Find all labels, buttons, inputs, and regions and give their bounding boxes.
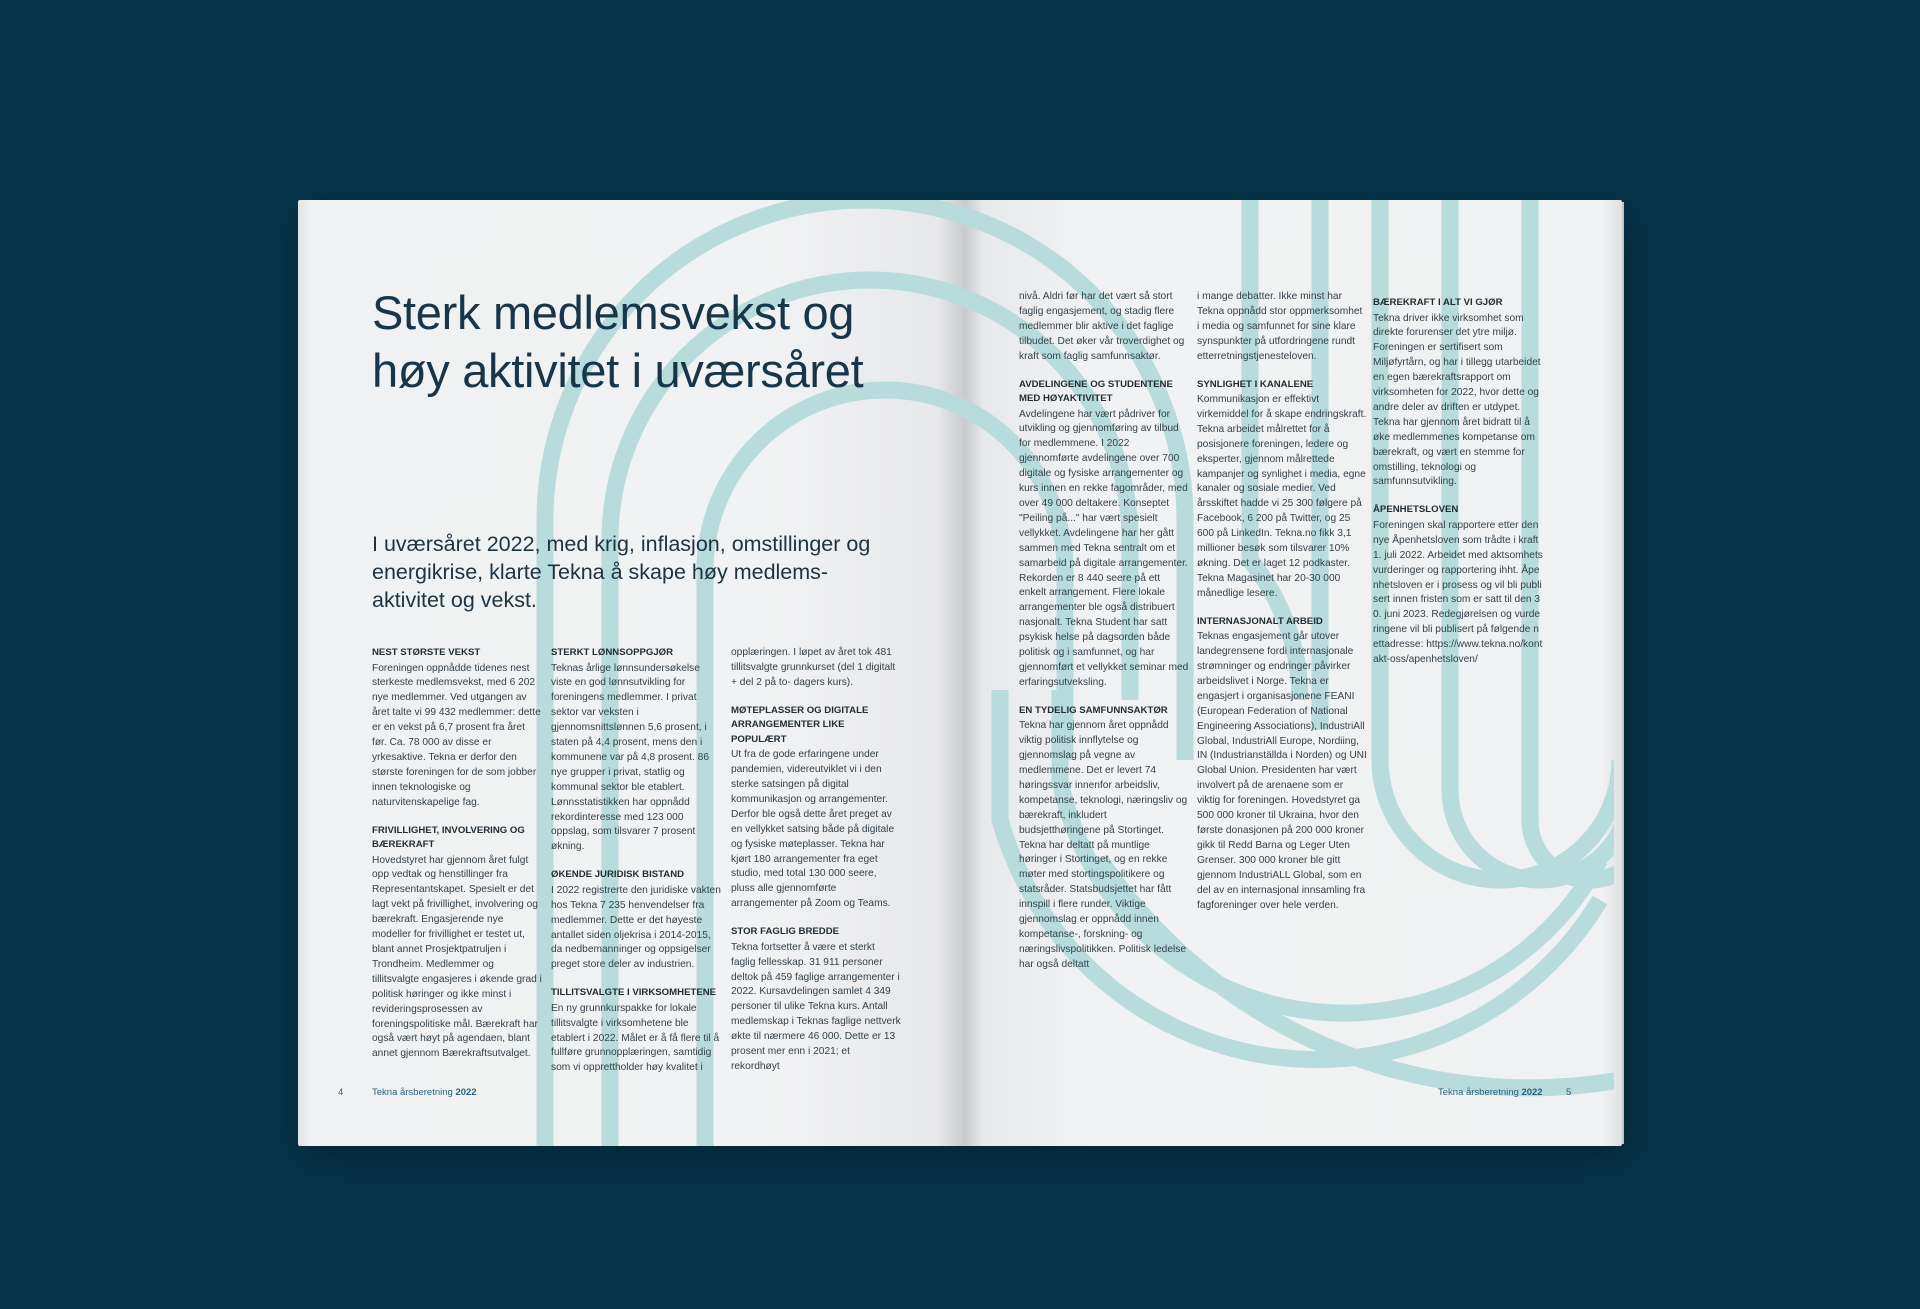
section-body: Teknas engasjement går utover landegrensene fordi internasjonale strømninger og endringer påvirker arbeidslivet i Norge. Tekna er engasjert i organisasjonene FEANI (European Federation of National Engineering Associations), IndustriAll Global, IndustriAll Europe, Nordiing, IN (Industrianställda i Norden) og UNI Global Union. Presidenten har vært involvert på de arenaene som er viktig for foreningen. Hovedstyret ga 500 000 kroner til Ukraina, hvor den første donasjonen på 200 000 kroner gikk til Redd Barna og Leger Uten Grenser. 300 000 kroner ble gitt gjennom IndustriALL Global, som en del av en internasjonal innsamling fra fagforeninger over hele verden. xyxy=(1197,631,1367,911)
section-heading: INTERNASJONALT ARBEID xyxy=(1197,615,1323,627)
section-heading: SYNLIGHET I KANALENE xyxy=(1197,378,1314,390)
lead-paragraph: I uværsåret 2022, med krig, inflasjon, omstillinger og energikrise, klarte Tekna å skape høy medlems-aktivitet og vekst. xyxy=(372,532,871,612)
page-number: 4 xyxy=(338,1087,344,1098)
section-body: opplæringen. I løpet av året tok 481 tillitsvalgte grunnkurset (del 1 digitalt + del 2 på to- dagers kurs). xyxy=(731,647,896,688)
section-body: i mange debatter. Ikke minst har Tekna oppnådd stor oppmerksomhet i media og samfunnet for sine klare synspunkter på utfordringene rundt etterretningstjenesteloven. xyxy=(1197,291,1363,362)
section-heading: STERKT LØNNSOPPGJØR xyxy=(551,647,674,658)
left-folio xyxy=(338,1087,343,1098)
section-heading: ÅPENHETSLOVEN xyxy=(1373,504,1459,516)
section-heading: EN TYDELIG SAMFUNNSAKTØR xyxy=(1019,704,1168,716)
page-headline: Sterk medlemsvekst og høy aktivitet i uværsåret xyxy=(372,286,864,397)
footer-year: 2022 xyxy=(1521,1087,1543,1098)
section-heading: AVDELINGENE OG STUDENTENE MED HØYAKTIVITET xyxy=(1019,378,1173,405)
left-column-2 xyxy=(551,646,721,1089)
section-body: Kommunikasjon er effektivt virkemiddel for å skape endringskraft. Tekna arbeidet målrettet for å posisjonere foreningen, ledere og eksperter, gjennom målrettede kampanjer og synlighet i media, egne kanaler og sosiale medier. Ved årsskiftet hadde vi 25 300 følgere på Facebook, 6 200 på Twitter, og 25 600 på LinkedIn. Tekna.no fikk 3,1 millioner besøk som tilsvarer 10% økning. Det er laget 12 podkaster. Tekna Magasinet har 20-30 000 månedlige lesere. xyxy=(1197,394,1367,599)
section-body: I 2022 registrerte den juridiske vakten hos Tekna 7 235 henvendelser fra medlemmer. Dette er det høyeste antallet siden oljekrisa i 2014-2015, da nedbemanninger og oppsigelser preget store deler av industrien. xyxy=(551,884,721,971)
section-heading: FRIVILLIGHET, INVOLVERING OG BÆREKRAFT xyxy=(372,824,525,851)
section-body: Tekna fortsetter å være et sterkt faglig fellesskap. 31 911 personer deltok på 459 faglige arrangementer i 2022. Kursavdelingen samlet 4 349 personer til ulike Tekna kurs. Antall medlemskap i Teknas faglige nettverk økte til nærmere 46 000. Dette er 13 prosent mer enn i 2021; et rekordhøyt xyxy=(731,941,901,1072)
footer-title: Tekna årsberetning xyxy=(1438,1087,1519,1098)
section-heading: BÆREKRAFT I ALT VI GJØR xyxy=(1373,297,1503,308)
footer-year: 2022 xyxy=(455,1087,477,1098)
section-heading: NEST STØRSTE VEKST xyxy=(372,647,481,658)
section-heading: MØTEPLASSER OG DIGITALE ARRANGEMENTER LIKE POPULÆRT xyxy=(731,704,869,745)
left-column-1 xyxy=(372,646,542,1075)
left-column-3 xyxy=(731,646,901,1088)
section-body: Teknas årlige lønnsundersøkelse viste en god lønnsutvikling for foreningens medlemmer. I privat sektor var veksten i gjennomsnittslønnen 5,6 prosent, i staten på 4,4 prosent, mens den i kommunene var på 4,8 prosent. 86 nye grupper i privat, statlig og kommunal sektor ble etablert. Lønnsstatistikken har oppnådd rekordinteresse med 123 000 oppslag, som tilsvarer 7 prosent økning. xyxy=(551,662,710,853)
section-body: Foreningen skal rapportere etter den nye Åpenhetsloven som trådte i kraft 1. juli 2022. Arbeidet med aktsomhetsvurderinger og rapportering ihht. Åpenhetsloven er i prosess og vil bli publisert innen fristen som er satt til den 30. juni 2023. Redegjørelsen og vurderingene vil bli publisert på følgende nettadresse: https://www.tekna.no/kontakt-oss/apenhetsloven/ xyxy=(1373,519,1543,666)
section-body: En ny grunnkurspakke for lokale tillitsvalgte i virksomhetene ble etablert i 2022. Målet er å få flere til å fullføre grunnopplæringen, samtidig som vi opprettholder høy kvalitet i xyxy=(551,1002,720,1074)
right-footer-title xyxy=(1438,1087,1543,1098)
section-body: nivå. Aldri før har det vært så stort faglig engasjement, og stadig flere medlemmer blir aktive i det faglige tilbudet. Det øker vår troverdighet og kraft som faglig samfunnsaktør. xyxy=(1019,291,1185,362)
section-heading: TILLITSVALGTE I VIRKSOMHETENE xyxy=(551,987,717,999)
right-column-1 xyxy=(1019,290,1189,986)
right-column-2 xyxy=(1197,290,1367,926)
section-heading: STOR FAGLIG BREDDE xyxy=(731,926,840,938)
section-body: Hovedstyret har gjennom året fulgt opp vedtak og henstillinger fra Representantskapet. Spesielt er det lagt vekt på frivillighet, involvering og bærekraft. Engasjerende nye modeller for frivillighet er testet ut, blant annet Prosjektpatruljen i Trondheim. Medlemmer og tillitsvalgte engasjeres i økende grad i politisk høringer og ikke minst i revideringsprosessen av foreningspolitiske mål. Bærekraft har også vært høyt på agendaen, blant annet gjennom Bærekraftsutvalget. xyxy=(372,854,542,1060)
section-body: Ut fra de gode erfaringene under pandemien, videreutviklet vi i den sterke satsingen på digital kommunikasjon og arrangementer. Derfor ble også dette året preget av en vellykket satsing både på digitale og fysiske møteplasser. Tekna har kjørt 180 arrangementer fra eget studio, med total 130 000 seere, pluss alle gjennomførte arrangementer på Zoom og Teams. xyxy=(731,749,895,910)
footer-title: Tekna årsberetning xyxy=(372,1087,453,1098)
section-body: Tekna har gjennom året oppnådd viktig politisk innflytelse og gjennomslag på vegne av medlemmene. Det er levert 74 høringssvar innenfor arbeidsliv, kompetanse, teknologi, næringsliv og bærekraft, inkludert budsjetthøringene på Stortinget. Tekna har deltatt på muntlige høringer i Stortinget, og en rekke møter med stortingspolitikere og statsråder. Statsbudsjettet har fått innspill i flere runder. Viktige gjennomslag er oppnådd innen kompetanse-, forskning- og næringslivspolitikken. Politisk ledelse har også deltatt xyxy=(1019,720,1188,970)
section-body: Foreningen oppnådde tidenes nest sterkeste medlemsvekst, med 6 202 nye medlemmer. Ved utgangen av året talte vi 99 432 medlemmer: dette er en vekst på 6,7 prosent fra året før. Ca. 78 000 av disse er yrkesaktive. Tekna er derfor den største foreningen for de som jobber innen teknologiske og naturvitenskapelige fag. xyxy=(372,662,541,808)
section-body: Avdelingene har vært pådriver for utvikling og gjennomføring av tilbud for medlemmene. I 2022 gjennomførte avdelingene over 700 digitale og fysiske arrangementer og kurs innen en rekke fagområder, med over 49 000 deltakere. Konseptet "Peiling på..." har vært spesielt vellykket. Avdelingene har her gått sammen med Tekna sentralt om et samarbeid på digitale arrangementer. Rekorden er 8 440 seere på ett enkelt arrangement. Flere lokale arrangementer ble også distribuert nasjonalt. Tekna Student har satt psykisk helse på dagsorden både politisk og i samfunnet, og har gjennomført et vellykket seminar med erfaringsutveksling. xyxy=(1019,408,1189,688)
page-number: 5 xyxy=(1566,1087,1572,1098)
right-folio xyxy=(1566,1087,1571,1098)
section-body: Tekna driver ikke virksomhet som direkte forurenser det ytre miljø. Foreningen er sertifisert som Miljøfyrtårn, og har i tillegg utarbeidet en egen bærekraftsrapport om virksomheten for 2022, hvor dette og andre deler av driften er utdypet. Tekna har gjennom året bidratt til å øke medlemmenes kompetanse om bærekraft, og vært en stemme for omstilling, teknologi og samfunnsutvikling. xyxy=(1373,312,1541,488)
left-footer-title xyxy=(372,1087,477,1098)
section-heading: ØKENDE JURIDISK BISTAND xyxy=(551,869,685,881)
right-column-3 xyxy=(1373,296,1543,681)
